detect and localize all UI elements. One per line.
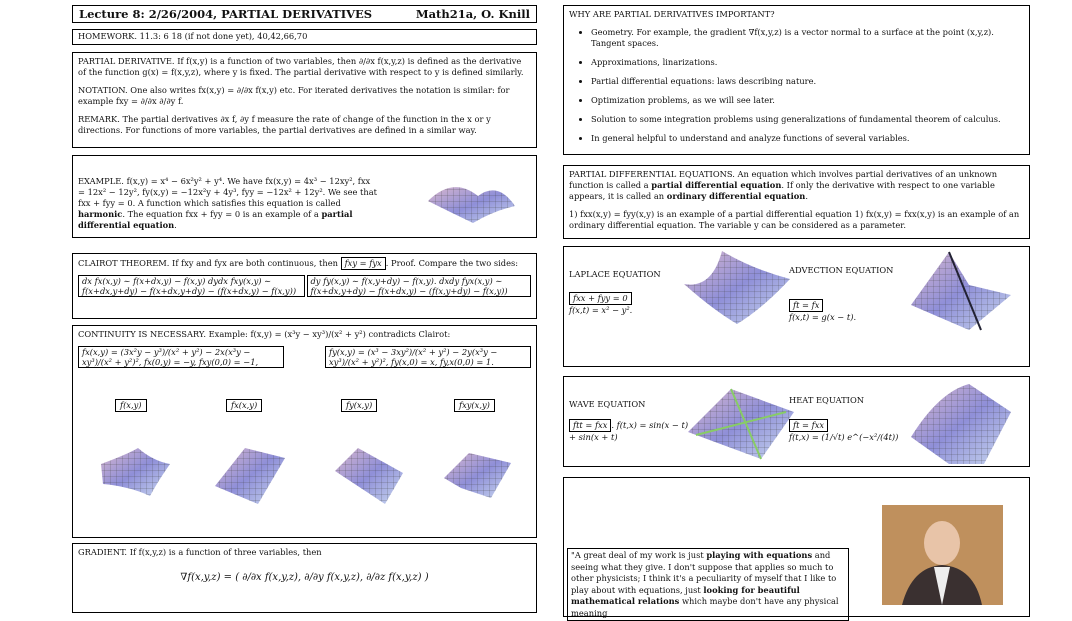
importance-box — [563, 5, 1030, 155]
pde-definition: PARTIAL DIFFERENTIAL EQUATIONS. An equation which involves partial derivatives of an unknown function is called a partial differential equation. If only the derivative with respect to one variable appears, it is called an ordinary differential equation. — [569, 169, 998, 201]
wave-title: WAVE EQUATION — [569, 399, 646, 409]
wave-heat-box — [563, 376, 1030, 467]
quote-box — [563, 477, 1030, 617]
lecture-author: Math21a, O. Knill — [415, 7, 530, 21]
laplace-equation: fxx + fyy = 0 — [569, 292, 632, 305]
wave-solution: . f(t,x) = sin(x − t) + sin(x + t) — [569, 420, 689, 442]
f-surface-plot — [98, 446, 173, 501]
remark: REMARK. The partial derivatives ∂x f, ∂y f measure the rate of change of the function in the x or y directions. For functions of more variables, the partial derivatives are defined in a similar way. — [78, 114, 491, 135]
heat-surface-plot — [909, 382, 1014, 464]
importance-list — [591, 27, 1024, 144]
fx-formula: fx(x,y) = (3x²y − y³)/(x² + y²) − 2x(x³y − xy³)/(x² + y²)², fx(0,y) = −y, fxy(0,0) = −1, — [78, 346, 284, 368]
heat-solution: f(t,x) = (1/√t) e^(−x²/(4t)) — [789, 432, 899, 442]
partial-derivative-box — [72, 52, 537, 148]
laplace-surface-plot — [682, 249, 792, 327]
wave-surface-plot — [686, 387, 796, 462]
advection-solution: f(x,t) = g(x − t). — [789, 312, 857, 322]
gradient-formula: ∇f(x,y,z) = ( ∂/∂x f(x,y,z), ∂/∂y f(x,y,z), ∂/∂z f(x,y,z) ) — [180, 572, 429, 583]
heat-equation: ft = fxx — [789, 419, 828, 432]
fx-surface-plot — [213, 446, 288, 506]
clairot-equation: fxy = fyx — [341, 257, 386, 270]
importance-title: WHY ARE PARTIAL DERIVATIVES IMPORTANT? — [569, 9, 775, 19]
example-text: EXAMPLE. f(x,y) = x⁴ − 6x²y² + y⁴. We have fx(x,y) = 4x³ − 12xy², fxx = 12x² − 12y², fy(x,y) = −12x²y + 4y³, fyy = −12x² + 12y². We see that fxx + fyy = 0. A function which satisfies this equation is called harmonic. The equation fxx + fyy = 0 is an example of a partial differential equation. — [78, 176, 378, 230]
label-fy: fy(x,y) — [341, 399, 377, 412]
continuity-statement: CONTINUITY IS NECESSARY. Example: f(x,y) = (x³y − xy³)/(x² + y²) contradicts Clairot: — [78, 329, 451, 339]
label-f: f(x,y) — [115, 399, 147, 412]
label-fxy: fxy(x,y) — [454, 399, 495, 412]
wave-equation: ftt = fxx — [569, 419, 611, 432]
fy-formula: fy(x,y) = (x³ − 3xy²)/(x² + y²) − 2y(x³y − xy³)/(x² + y²)², fy(x,0) = x, fy,x(0,0) = 1. — [325, 346, 531, 368]
heat-title: HEAT EQUATION — [789, 395, 865, 405]
clairot-statement: CLAIROT THEOREM. If fxy and fyx are both continuous, then fxy = fyx . Proof. Compare the two sides: — [78, 258, 519, 268]
list-item: • Optimization problems, as we will see later. — [591, 95, 1024, 106]
definition: PARTIAL DERIVATIVE. If f(x,y) is a function of two variables, then ∂/∂x f(x,y,z) is defined as the derivative of the function g(x) = f(x,y,z), where y is fixed. The partial derivative with respect to y is defined similarly. — [78, 56, 524, 77]
clairot-right-side: dy fy(x,y) ∼ f(x,y+dy) − f(x,y). dxdy fyx(x,y) ∼ f(x+dx,y+dy) − f(x+dx,y) − (f(x,y+dy) − f(x,y)) — [307, 275, 532, 297]
laplace-solution: f(x,t) = x² − y². — [569, 305, 633, 315]
pde-examples: 1) fxx(x,y) = fyy(x,y) is an example of a partial differential equation 1) fx(x,y) = fxx(x,y) is an example of an ordinary differential equation. The variable y can be considered as a parameter. — [569, 209, 1020, 230]
gradient-statement: GRADIENT. If f(x,y,z) is a function of three variables, then — [78, 547, 322, 557]
saddle-surface-plot — [423, 171, 518, 226]
list-item: • Geometry. For example, the gradient ∇f(x,y,z) is a vector normal to a surface at the point (x,y,z). Tangent spaces. — [591, 27, 1024, 49]
laplace-advection-box — [563, 246, 1030, 367]
lecture-title: Lecture 8: 2/26/2004, PARTIAL DERIVATIVES — [79, 7, 373, 21]
list-item: • In general helpful to understand and analyze functions of several variables. — [591, 133, 1024, 144]
advection-surface-plot — [909, 250, 1014, 332]
lecture-header — [72, 5, 537, 23]
clairot-box — [72, 253, 537, 319]
advection-equation: ft = fx — [789, 299, 823, 312]
portrait-photo — [882, 505, 1003, 605]
list-item: • Partial differential equations: laws describing nature. — [591, 76, 1024, 87]
laplace-title: LAPLACE EQUATION — [569, 269, 661, 279]
homework-box — [72, 29, 537, 45]
gradient-box — [72, 543, 537, 613]
quote-text: "A great deal of my work is just playing with equations and seeing what they give. I don't suppose that applies so much to other physicists; I think it's a peculiarity of myself that I like to play about with equations, just looking for beautiful mathematical relations which maybe don't have any physical meaning — [567, 548, 849, 621]
clairot-left-side: dx fx(x,y) ∼ f(x+dx,y) − f(x,y) dydx fxy(x,y) ∼ f(x+dx,y+dy) − f(x+dx,y+dy) − (f(x+dx,y) − f(x,y)) — [78, 275, 305, 297]
homework-text: HOMEWORK. 11.3: 6 18 (if not done yet), 40,42,66,70 — [78, 31, 308, 41]
fxy-surface-plot — [441, 448, 516, 503]
example-box — [72, 155, 537, 238]
pde-box — [563, 165, 1030, 239]
list-item: • Approximations, linarizations. — [591, 57, 1024, 68]
fy-surface-plot — [333, 446, 408, 506]
list-item: • Solution to some integration problems using generalizations of fundamental theorem of calculus. — [591, 114, 1024, 125]
continuity-box — [72, 325, 537, 538]
advection-title: ADVECTION EQUATION — [789, 265, 894, 275]
label-fx: fx(x,y) — [226, 399, 262, 412]
notation: NOTATION. One also writes fx(x,y) = ∂/∂x f(x,y) etc. For iterated derivatives the notation is similar: for example fxy = ∂/∂x ∂/∂y f. — [78, 85, 510, 106]
